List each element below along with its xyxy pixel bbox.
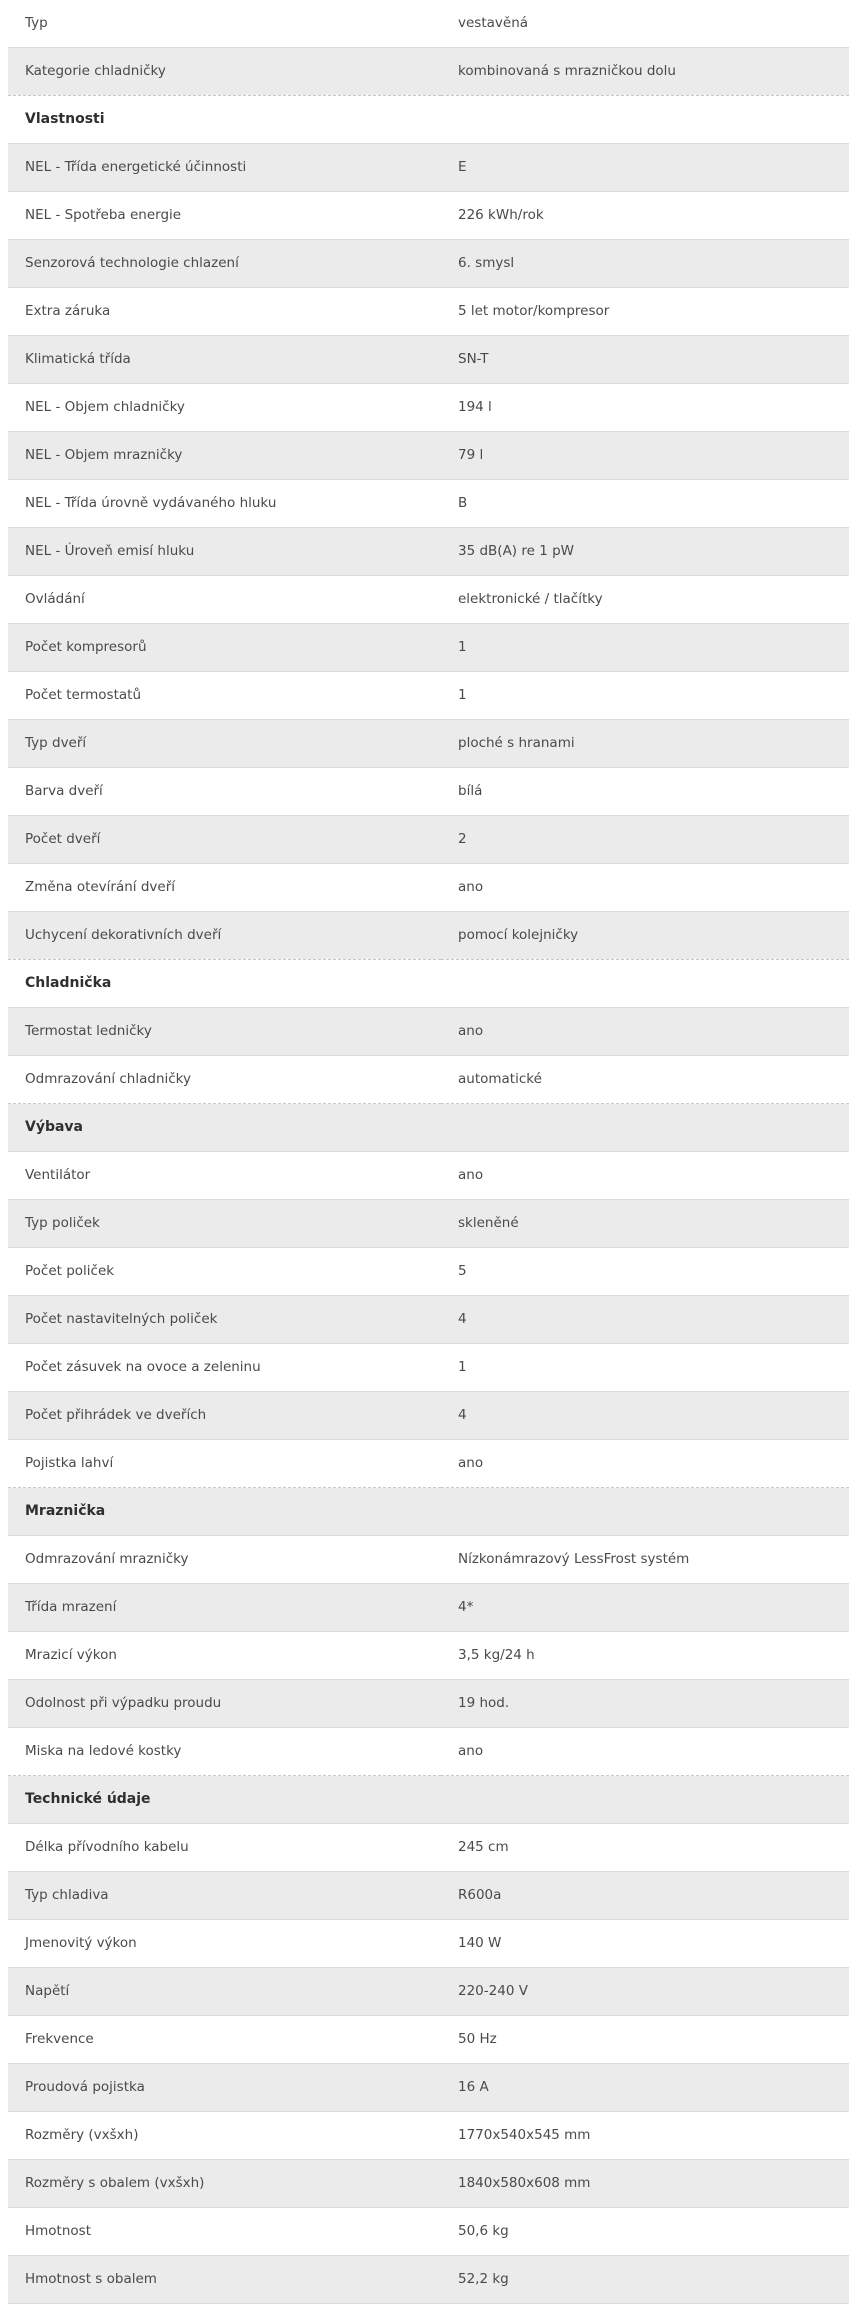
spec-label: Extra záruka [8,288,441,336]
spec-value: Nízkonámrazový LessFrost systém [441,1536,849,1584]
spec-label: Ovládání [8,576,441,624]
spec-row [8,1536,849,1584]
spec-label: Kategorie chladničky [8,48,441,96]
spec-label: Typ dveří [8,720,441,768]
spec-value: ano [441,1152,849,1200]
spec-label: Počet termostatů [8,672,441,720]
spec-value: 19 hod. [441,1680,849,1728]
spec-row [8,1680,849,1728]
spec-row [8,1152,849,1200]
spec-value: 140 W [441,1920,849,1968]
spec-row [8,144,849,192]
spec-value: elektronické / tlačítky [441,576,849,624]
spec-value [441,1488,849,1536]
spec-value [441,96,849,144]
section-header-row [8,960,849,1008]
spec-value: 16 A [441,2064,849,2112]
spec-label: NEL - Objem mrazničky [8,432,441,480]
spec-label: Počet dveří [8,816,441,864]
spec-value: 226 kWh/rok [441,192,849,240]
spec-label: Počet zásuvek na ovoce a zeleninu [8,1344,441,1392]
spec-value: pomocí kolejničky [441,912,849,960]
spec-row [8,1920,849,1968]
spec-label: Barva dveří [8,768,441,816]
spec-value [441,1776,849,1824]
spec-row [8,912,849,960]
spec-value: ploché s hranami [441,720,849,768]
spec-row [8,384,849,432]
spec-row [8,240,849,288]
spec-label: Třída mrazení [8,1584,441,1632]
spec-label: Hmotnost s obalem [8,2256,441,2304]
spec-row [8,816,849,864]
spec-row [8,192,849,240]
spec-value: 50 Hz [441,2016,849,2064]
spec-row [8,336,849,384]
spec-label: Typ poliček [8,1200,441,1248]
spec-row [8,864,849,912]
spec-value: 52,2 kg [441,2256,849,2304]
spec-row [8,2064,849,2112]
spec-value: 4 [441,1296,849,1344]
spec-row [8,1056,849,1104]
spec-value: 5 [441,1248,849,1296]
spec-value [441,960,849,1008]
spec-value: kombinovaná s mrazničkou dolu [441,48,849,96]
spec-value: 220-240 V [441,1968,849,2016]
spec-row [8,2208,849,2256]
spec-label: Počet nastavitelných poliček [8,1296,441,1344]
spec-value: 1 [441,624,849,672]
spec-value: ano [441,864,849,912]
spec-value: E [441,144,849,192]
spec-label: Počet přihrádek ve dveřích [8,1392,441,1440]
spec-value: ano [441,1008,849,1056]
spec-label: Počet poliček [8,1248,441,1296]
section-header-row [8,1488,849,1536]
spec-label: NEL - Úroveň emisí hluku [8,528,441,576]
spec-label: Rozměry (vxšxh) [8,2112,441,2160]
section-title: Chladnička [8,960,441,1008]
spec-label: Odmrazování mrazničky [8,1536,441,1584]
spec-label: Frekvence [8,2016,441,2064]
spec-label: NEL - Třída úrovně vydávaného hluku [8,480,441,528]
spec-label: Počet kompresorů [8,624,441,672]
spec-row [8,1728,849,1776]
spec-label: Jmenovitý výkon [8,1920,441,1968]
spec-row [8,2256,849,2304]
spec-value: 5 let motor/kompresor [441,288,849,336]
spec-value: 1770x540x545 mm [441,2112,849,2160]
spec-label: NEL - Objem chladničky [8,384,441,432]
spec-value: 50,6 kg [441,2208,849,2256]
spec-label: Mrazicí výkon [8,1632,441,1680]
spec-value: SN-T [441,336,849,384]
section-title: Technické údaje [8,1776,441,1824]
spec-label: Délka přívodního kabelu [8,1824,441,1872]
spec-label: NEL - Třída energetické účinnosti [8,144,441,192]
spec-label: Uchycení dekorativních dveří [8,912,441,960]
spec-label: Typ [8,0,441,48]
spec-row [8,1008,849,1056]
section-title: Výbava [8,1104,441,1152]
spec-value: 35 dB(A) re 1 pW [441,528,849,576]
spec-row [8,624,849,672]
spec-value [441,1104,849,1152]
spec-row [8,1392,849,1440]
spec-label: Termostat ledničky [8,1008,441,1056]
spec-row [8,2016,849,2064]
spec-row [8,1584,849,1632]
spec-value: 1840x580x608 mm [441,2160,849,2208]
spec-row [8,432,849,480]
spec-row [8,1824,849,1872]
spec-label: NEL - Spotřeba energie [8,192,441,240]
spec-value: 2 [441,816,849,864]
spec-value: 79 l [441,432,849,480]
section-title: Vlastnosti [8,96,441,144]
spec-row [8,1296,849,1344]
spec-value: 4 [441,1392,849,1440]
spec-value: bílá [441,768,849,816]
section-header-row [8,1104,849,1152]
spec-label: Klimatická třída [8,336,441,384]
spec-label: Pojistka lahví [8,1440,441,1488]
spec-value: automatické [441,1056,849,1104]
spec-row [8,1440,849,1488]
spec-value: 1 [441,672,849,720]
spec-label: Proudová pojistka [8,2064,441,2112]
section-header-row [8,1776,849,1824]
spec-value: 1 [441,1344,849,1392]
spec-label: Rozměry s obalem (vxšxh) [8,2160,441,2208]
spec-row [8,480,849,528]
spec-row [8,1248,849,1296]
spec-value: ano [441,1440,849,1488]
spec-row [8,528,849,576]
spec-row [8,768,849,816]
spec-value: ano [441,1728,849,1776]
spec-value: 3,5 kg/24 h [441,1632,849,1680]
spec-row [8,720,849,768]
spec-label: Hmotnost [8,2208,441,2256]
spec-row [8,2112,849,2160]
spec-row [8,1632,849,1680]
spec-label: Senzorová technologie chlazení [8,240,441,288]
spec-row [8,0,849,48]
spec-value: 4* [441,1584,849,1632]
spec-value: vestavěná [441,0,849,48]
spec-row [8,1200,849,1248]
spec-row [8,672,849,720]
spec-label: Odolnost při výpadku proudu [8,1680,441,1728]
spec-label: Miska na ledové kostky [8,1728,441,1776]
spec-row [8,1872,849,1920]
spec-value: 6. smysl [441,240,849,288]
spec-label: Napětí [8,1968,441,2016]
section-title: Mraznička [8,1488,441,1536]
spec-row [8,2160,849,2208]
spec-value: B [441,480,849,528]
section-header-row [8,96,849,144]
spec-label: Odmrazování chladničky [8,1056,441,1104]
spec-row [8,1968,849,2016]
spec-value: 245 cm [441,1824,849,1872]
spec-row [8,48,849,96]
spec-label: Typ chladiva [8,1872,441,1920]
spec-value: skleněné [441,1200,849,1248]
spec-row [8,288,849,336]
spec-value: 194 l [441,384,849,432]
spec-row [8,576,849,624]
spec-value: R600a [441,1872,849,1920]
specification-table [8,0,849,2304]
spec-row [8,1344,849,1392]
spec-label: Ventilátor [8,1152,441,1200]
specification-table-body [8,0,849,2304]
spec-label: Změna otevírání dveří [8,864,441,912]
